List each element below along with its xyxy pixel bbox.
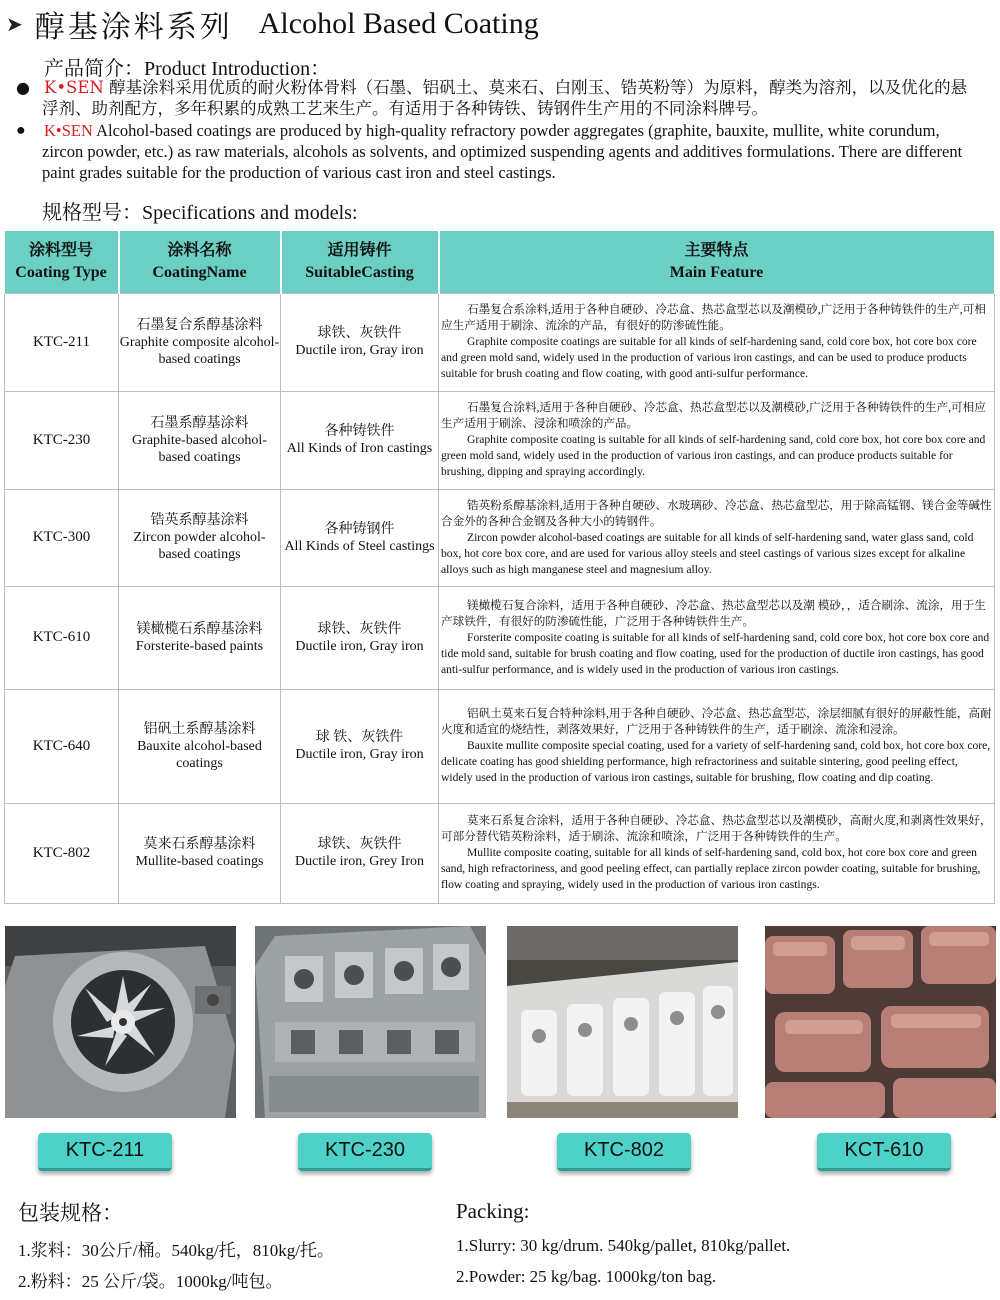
cell-type: KTC-230 bbox=[5, 391, 119, 489]
title-english: Alcohol Based Coating bbox=[258, 7, 539, 40]
table-row bbox=[5, 803, 995, 903]
packing-heading-en: Packing: bbox=[456, 1199, 530, 1223]
column-header-name: 涂料名称 CoatingName bbox=[119, 231, 281, 293]
intro-heading: 产品简介：Product Introduction： bbox=[44, 58, 331, 80]
cell-casting: 球铁、灰铁件 Ductile iron, Gray iron bbox=[281, 293, 439, 391]
column-header-type: 涂料型号 Coating Type bbox=[5, 231, 119, 293]
intro-text-en: Alcohol-based coatings are produced by high-quality refractory powder aggregates (graphite, bauxite, mullite, white corundum, zircon powder, etc.) as raw materials, alcohols as solvents, and optimized suspending agents and additives formulations. There are different paint grades suitable for the production of various cast iron and steel castings. bbox=[42, 121, 963, 182]
table-row bbox=[5, 391, 995, 489]
cell-casting: 球 铁、灰铁件 Ductile iron, Gray iron bbox=[281, 689, 439, 803]
table-row bbox=[5, 689, 995, 803]
packing-line-1-cn: 1.浆料：30公斤/桶。540kg/托，810kg/托。 bbox=[18, 1241, 334, 1260]
product-photo-ktc-230 bbox=[255, 926, 486, 1118]
brand-name: K•SEN bbox=[44, 121, 93, 140]
column-header-feature: 主要特点 Main Feature bbox=[439, 231, 995, 293]
cell-type: KTC-802 bbox=[5, 803, 119, 903]
cell-type: KTC-211 bbox=[5, 293, 119, 391]
table-header-row bbox=[5, 231, 995, 293]
spec-heading: 规格型号：Specifications and models: bbox=[42, 202, 358, 224]
table-row bbox=[5, 489, 995, 586]
packing-line-1-en: 1.Slurry: 30 kg/drum. 540kg/pallet, 810kg/pallet. bbox=[456, 1236, 791, 1255]
intro-bullet-cn bbox=[16, 77, 976, 119]
cell-type: KTC-610 bbox=[5, 586, 119, 689]
table-row bbox=[5, 293, 995, 391]
bullet-dot-icon: ● bbox=[16, 78, 30, 97]
cell-feature: 石墨复合涂料,适用于各种自硬砂、冷芯盒、热芯盒型芯以及潮模砂,广泛用于各种铸铁件的生产,可相应生产适用于刷涂、浸涂和喷涂的产品。 Graphite composite coating is suitable for all kinds of self-hardening sand, cold core box, hot core box core and green mold sand, widely used in the production of various iron castings, and can produce products suitable for brushing, dipping and spraying accordingly. bbox=[439, 391, 995, 489]
cell-name: 铝矾土系醇基涂料 Bauxite alcohol-based coatings bbox=[119, 689, 281, 803]
spec-table bbox=[4, 231, 996, 904]
photo-label-ktc-802: KTC-802 bbox=[557, 1133, 691, 1171]
cell-casting: 各种铸钢件 All Kinds of Steel castings bbox=[281, 489, 439, 586]
product-photo-kct-610 bbox=[765, 926, 996, 1118]
arrow-icon: ➤ bbox=[6, 12, 23, 36]
cell-feature: 铝矾土莫来石复合特种涂料,用于各种自硬砂、冷芯盒、热芯盒型芯，涂层细腻有很好的屏蔽性能，高耐火度和适宜的烧结性，剥落效果好，广泛用于各种铸铁件的生产，适于刷涂、流涂和浸涂。 Bauxite mullite composite special coating, used for a variety of self-hardening sand, cold box, hot core box core, delicate coating has good shielding performance, high refractoriness and suitable sintering, good peeling effect, widely used in the production of various iron castings, suitable for brushing, flow coating and dip coating. bbox=[439, 689, 995, 803]
packing-heading-cn: 包装规格： bbox=[18, 1201, 123, 1225]
intro-text-cn: 醇基涂料采用优质的耐火粉体骨料（石墨、铝矾土、莫来石、白刚玉、锆英粉等）为原料，醇类为溶剂，以及优化的悬浮剂、助剂配方，多年积累的成熟工艺来生产。有适用于各种铸铁、铸钢件生产用的不同涂料牌号。 bbox=[42, 78, 968, 118]
product-photo-ktc-211 bbox=[5, 926, 236, 1118]
cell-feature: 锆英粉系醇基涂料,适用于各种自硬砂、水玻璃砂、冷芯盒、热芯盒型芯，用于除高锰钢、镁合金等碱性合金外的各种合金钢及各种大小的铸钢件。 Zircon powder alcohol-based coatings are suitable for all kinds of self-hardening sand, water glass sand, cold box, hot core box core, and are used for various alloy steels and steel castings of various sizes except for alkaline alloys such as high manganese steel and magnesium alloy. bbox=[439, 489, 995, 586]
cell-type: KTC-640 bbox=[5, 689, 119, 803]
cell-casting: 球铁、灰铁件 Ductile iron, Grey Iron bbox=[281, 803, 439, 903]
intro-bullet-en bbox=[16, 120, 976, 183]
cell-casting: 球铁、灰铁件 Ductile iron, Gray iron bbox=[281, 586, 439, 689]
photo-label-ktc-211: KTC-211 bbox=[38, 1133, 172, 1171]
cell-name: 石墨系醇基涂料 Graphite-based alcohol-based coatings bbox=[119, 391, 281, 489]
cell-name: 锆英系醇基涂料 Zircon powder alcohol-based coatings bbox=[119, 489, 281, 586]
cell-feature: 石墨复合系涂料,适用于各种自硬砂、冷芯盒、热芯盒型芯以及潮模砂,广泛用于各种铸铁件的生产,可相应生产适用于刷涂、流涂的产品，有很好的防渗硫性能。 Graphite composite coatings are suitable for all kinds of self-hardening sand, cold core box, hot core box core and green mold sand, widely used in the production of various iron castings, and can be used to produce products suitable for brush coating and flow coating, with good anti-sulfur performance. bbox=[439, 293, 995, 391]
cell-name: 莫来石系醇基涂料 Mullite-based coatings bbox=[119, 803, 281, 903]
column-header-casting: 适用铸件 SuitableCasting bbox=[281, 231, 439, 293]
title-chinese: 醇基涂料系列 bbox=[34, 10, 233, 45]
cell-feature: 莫来石系复合涂料，适用于各种自硬砂、冷芯盒、热芯盒型芯以及潮模砂，高耐火度,和剥离性效果好，可部分替代锆英粉涂料，适于刷涂、流涂和喷涂，广泛用于各种铸铁件的生产。 Mullite composite coating, suitable for all kinds of self-hardening sand, cold box, hot core box core and green sand, high refractoriness, and good peeling effect, can partially replace zircon powder coating, suitable for brushing, flow coating and spraying, widely used in the production of various iron castings. bbox=[439, 803, 995, 903]
product-photo-ktc-802 bbox=[507, 926, 738, 1118]
cell-name: 石墨复合系醇基涂料 Graphite composite alcohol-based coatings bbox=[119, 293, 281, 391]
bullet-dot-icon: ● bbox=[16, 122, 26, 139]
packing-line-2-cn: 2.粉料：25 公斤/袋。1000kg/吨包。 bbox=[18, 1272, 283, 1291]
table-row bbox=[5, 586, 995, 689]
packing-line-2-en: 2.Powder: 25 kg/bag. 1000kg/ton bag. bbox=[456, 1267, 717, 1286]
photo-label-ktc-230: KTC-230 bbox=[298, 1133, 432, 1171]
cell-casting: 各种铸铁件 All Kinds of Iron castings bbox=[281, 391, 439, 489]
cell-type: KTC-300 bbox=[5, 489, 119, 586]
brand-name: K•SEN bbox=[44, 78, 104, 97]
cell-name: 镁橄榄石系醇基涂料 Forsterite-based paints bbox=[119, 586, 281, 689]
page-header bbox=[0, 2, 539, 46]
photo-label-kct-610: KCT-610 bbox=[817, 1133, 951, 1171]
cell-feature: 镁橄榄石复合涂料，适用于各种自硬砂、冷芯盒、热芯盒型芯以及潮 模砂，，适合刷涂、流涂，用于生产球铁件，有很好的防渗硫性能，广泛用于各种铸铁件生产。 Forsterite composite coating is suitable for all kinds of self-hardening sand, cold core box, hot core box core and tide mold sand, suitable for brush coating and flow coating, used for the production of ductile iron castings, has good anti-sulfur performance, and is widely used in the production of various iron castings. bbox=[439, 586, 995, 689]
